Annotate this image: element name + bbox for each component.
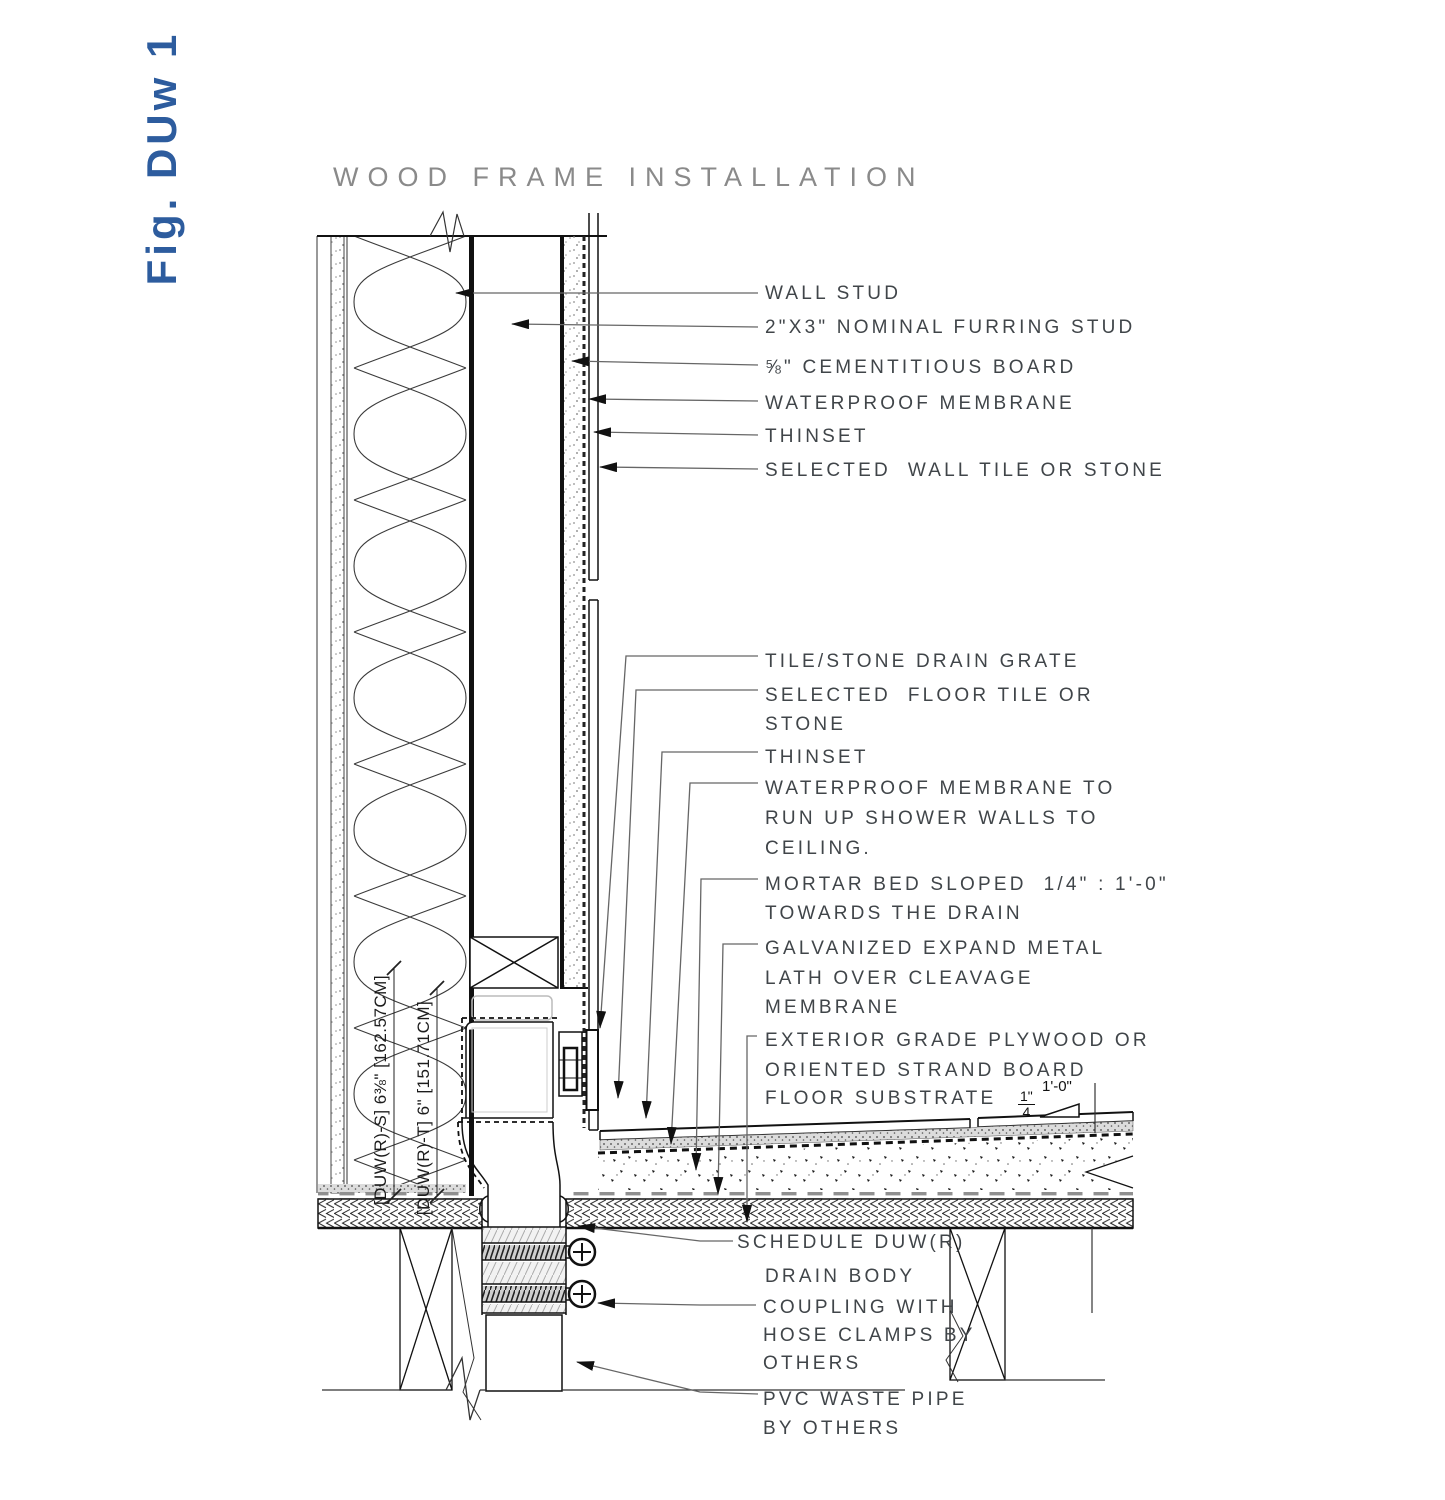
callout-coupling-2: HOSE CLAMPS BY bbox=[763, 1325, 976, 1346]
leader-floor-membrane bbox=[671, 783, 758, 1144]
callout-mortar-1: MORTAR BED SLOPED 1/4" : 1'-0" bbox=[765, 874, 1169, 895]
pvc-pipe bbox=[486, 1315, 562, 1391]
slope-rise-numerator: 1" bbox=[1020, 1088, 1033, 1104]
callout-pvc-2: BY OTHERS bbox=[763, 1418, 902, 1439]
callout-floor-tile-1: SELECTED FLOOR TILE OR bbox=[765, 685, 1094, 706]
callout-wall-stud: WALL STUD bbox=[765, 283, 902, 304]
callout-plywood-1: EXTERIOR GRADE PLYWOOD OR bbox=[765, 1030, 1150, 1051]
drain-grate bbox=[587, 1030, 599, 1110]
leader-pvc bbox=[577, 1362, 758, 1394]
callout-floor-tile-2: STONE bbox=[765, 714, 847, 735]
callout-wall-membrane: WATERPROOF MEMBRANE bbox=[765, 393, 1075, 414]
callout-floor-thinset: THINSET bbox=[765, 747, 869, 768]
leader-coupling bbox=[598, 1303, 756, 1305]
leader-furring-stud bbox=[512, 324, 758, 327]
callout-floor-membrane-1: WATERPROOF MEMBRANE TO bbox=[765, 778, 1116, 799]
callout-plywood-3: FLOOR SUBSTRATE bbox=[765, 1088, 997, 1109]
callout-lath-1: GALVANIZED EXPAND METAL bbox=[765, 938, 1106, 959]
callout-floor-membrane-3: CEILING. bbox=[765, 838, 872, 859]
coupling bbox=[482, 1225, 595, 1315]
callout-drain-grate: TILE/STONE DRAIN GRATE bbox=[765, 651, 1080, 672]
callout-cement-board: ⅝" CEMENTITIOUS BOARD bbox=[765, 357, 1077, 378]
callout-lath-2: LATH OVER CLEAVAGE bbox=[765, 968, 1034, 989]
slope-rise-denominator: 4 bbox=[1022, 1103, 1031, 1120]
leader-wall-thinset bbox=[594, 432, 758, 435]
callout-coupling-3: OTHERS bbox=[763, 1353, 862, 1374]
exterior-sheathing bbox=[331, 236, 344, 1193]
leader-wall-membrane bbox=[589, 399, 758, 401]
leader-cement-board bbox=[572, 361, 758, 365]
dimension-duwr-t: [DUW(R)-T] 6" [151.71CM] bbox=[414, 1000, 433, 1216]
break-mark-right bbox=[946, 1310, 963, 1382]
leader-floor-tile bbox=[618, 690, 758, 1098]
callout-plywood-2: ORIENTED STRAND BOARD bbox=[765, 1060, 1087, 1081]
callout-mortar-2: TOWARDS THE DRAIN bbox=[765, 903, 1023, 924]
callout-floor-membrane-2: RUN UP SHOWER WALLS TO bbox=[765, 808, 1099, 829]
cement-board-edge bbox=[560, 236, 564, 988]
callout-wall-thinset: THINSET bbox=[765, 426, 869, 447]
drawing-title: WOOD FRAME INSTALLATION bbox=[333, 162, 925, 192]
below-floor bbox=[322, 1225, 1105, 1420]
callout-drain-body-1: SCHEDULE DUW(R) bbox=[737, 1232, 966, 1253]
plywood-substrate bbox=[318, 1199, 1133, 1228]
figure-number: Fig. DUw 1 bbox=[138, 30, 185, 286]
callout-pvc-1: PVC WASTE PIPE bbox=[763, 1389, 968, 1410]
batt-insulation bbox=[350, 236, 469, 1193]
grate-hardware bbox=[559, 1032, 582, 1096]
slope-run-label: 1'-0" bbox=[1042, 1078, 1072, 1095]
leader-floor-thinset bbox=[646, 752, 758, 1118]
left-joist bbox=[400, 1228, 452, 1390]
blocking bbox=[470, 937, 558, 988]
cement-board bbox=[564, 236, 582, 988]
callout-wall-tile: SELECTED WALL TILE OR STONE bbox=[765, 460, 1166, 481]
callout-lath-3: MEMBRANE bbox=[765, 997, 901, 1018]
dimension-duwr-s: [DUW(R)-S] 6⅜" [162.57CM] bbox=[371, 974, 390, 1206]
hose-clamp-screws bbox=[566, 1239, 595, 1307]
callout-drain-body-2: DRAIN BODY bbox=[765, 1266, 916, 1287]
slope-rise-fraction bbox=[1018, 1089, 1035, 1119]
wall-tile bbox=[589, 213, 598, 1130]
leader-wall-tile bbox=[600, 467, 758, 469]
callout-coupling-1: COUPLING WITH bbox=[763, 1297, 958, 1318]
callout-furring-stud: 2"X3" NOMINAL FURRING STUD bbox=[765, 317, 1136, 338]
